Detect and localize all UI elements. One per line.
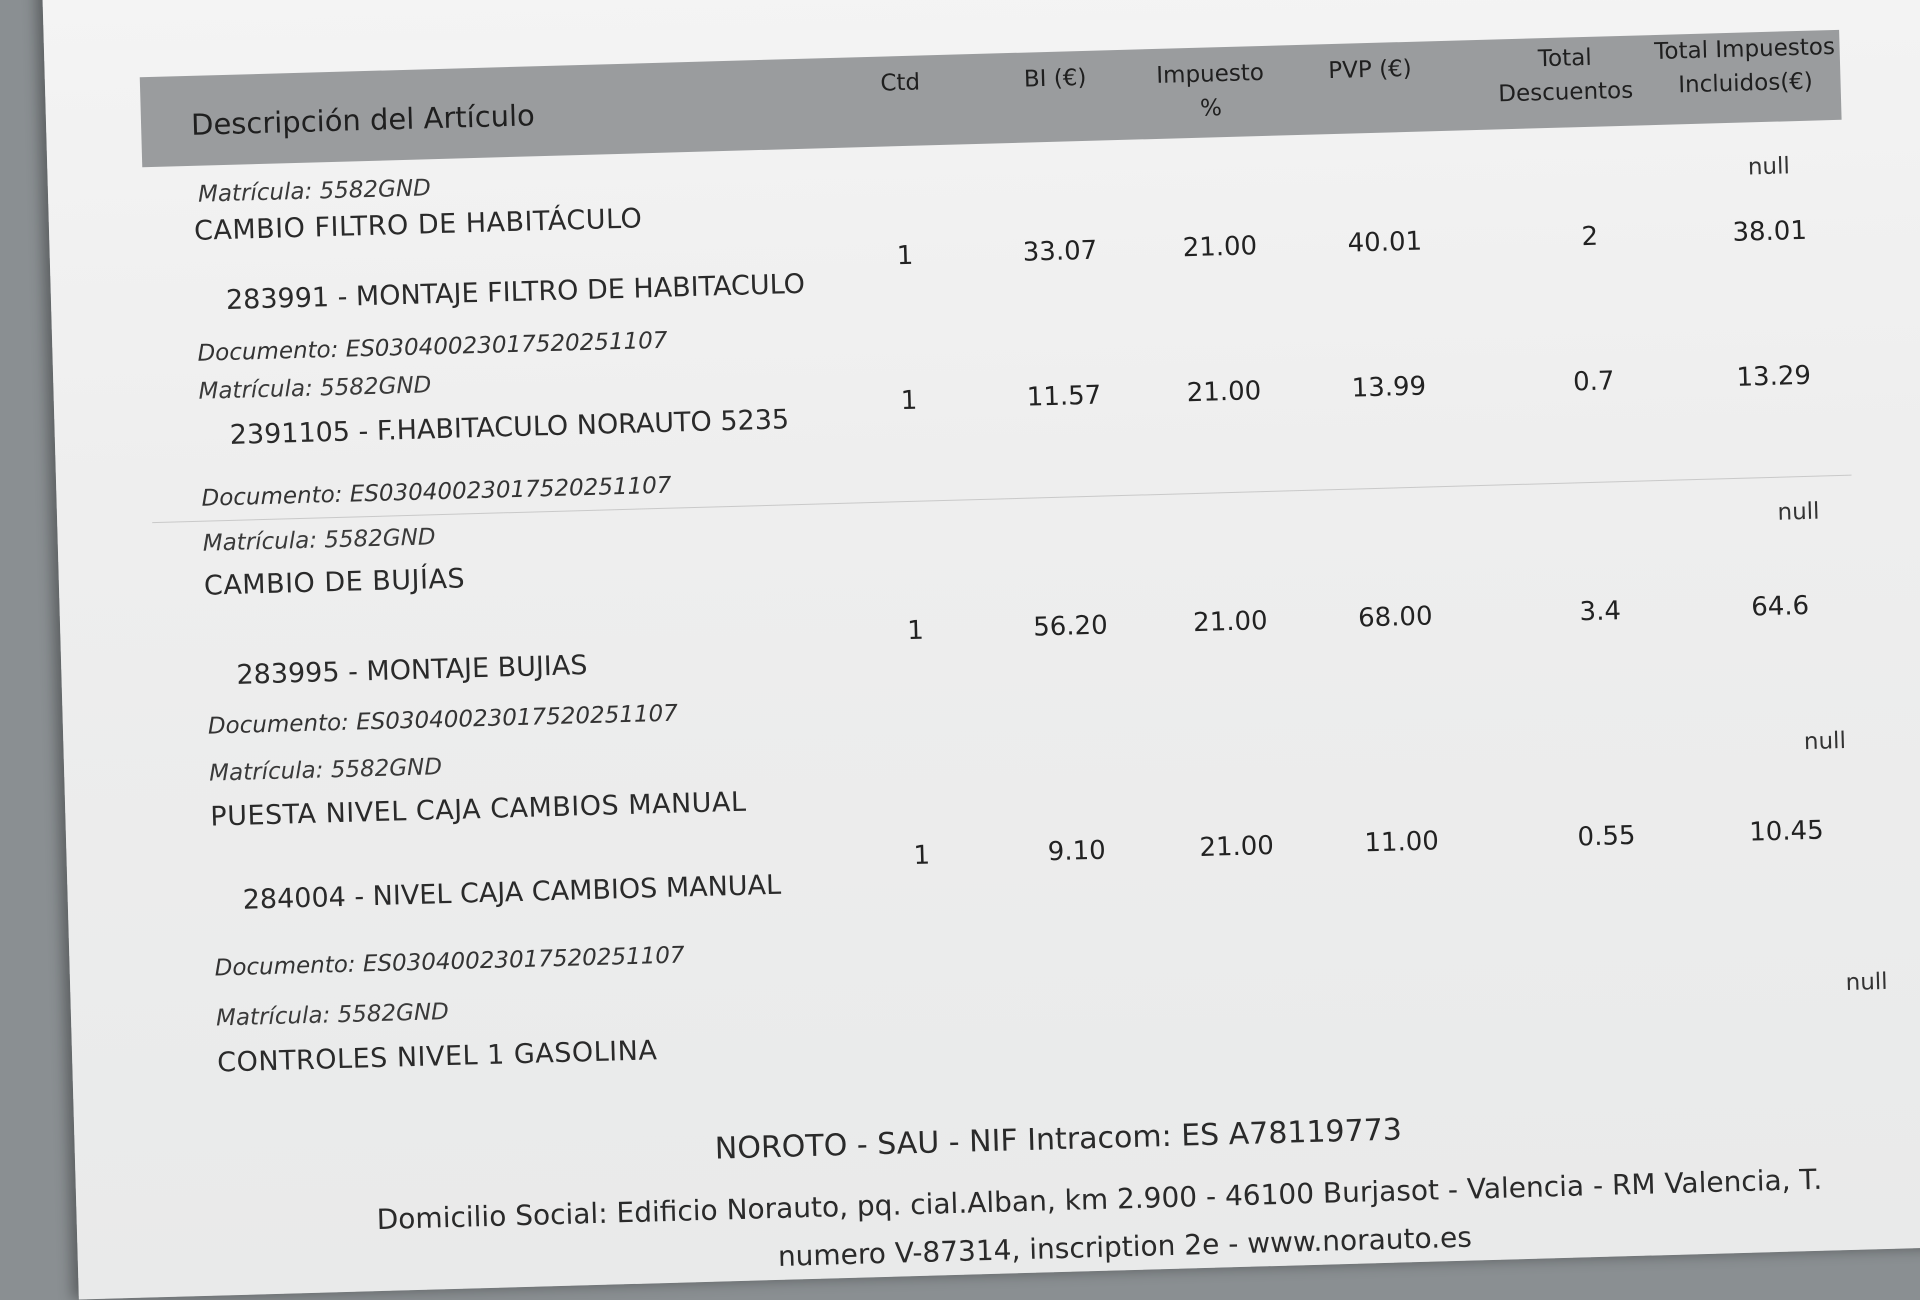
row-ctd: 1: [906, 615, 925, 647]
row-pvp: 68.00: [1357, 601, 1433, 634]
row-descuentos: 3.4: [1579, 596, 1622, 628]
row-null: null: [1777, 498, 1820, 526]
invoice-page: [42, 0, 1920, 1299]
row-bi: 56.20: [1032, 610, 1109, 643]
row-bi: 33.07: [1022, 235, 1098, 268]
row-ctd: 1: [913, 840, 931, 872]
row-impuesto: 21.00: [1192, 606, 1269, 639]
footer-registry: numero V-87314, inscription 2e - www.norauto.es: [777, 1220, 1473, 1273]
header-total-impuestos: [1649, 30, 1841, 103]
row-null: null: [1845, 968, 1888, 997]
row-matricula: Matrícula: 5582GND: [202, 524, 436, 557]
row-matricula: Matrícula: 5582GND: [215, 999, 450, 1032]
footer-company: NOROTO - SAU - NIF Intracom: ES A78119773: [714, 1112, 1403, 1167]
header-impuestos-line2: Incluidos(€): [1677, 68, 1814, 99]
row-total: 64.6: [1750, 590, 1810, 623]
row-pvp: 11.00: [1363, 826, 1440, 859]
header-descuentos-line2: Descuentos: [1497, 77, 1634, 108]
row-ctd: 1: [896, 240, 914, 272]
row-title: PUESTA NIVEL CAJA CAMBIOS MANUAL: [210, 786, 747, 833]
row-descuentos: 0.7: [1572, 366, 1615, 398]
row-matricula: Matrícula: 5582GND: [197, 175, 432, 208]
row-title: CAMBIO DE BUJÍAS: [203, 563, 466, 602]
row-item: 283995 - MONTAJE BUJIAS: [236, 650, 588, 691]
row-descuentos: 2: [1581, 221, 1599, 253]
row-matricula: Matrícula: 5582GND: [198, 372, 432, 405]
row-descuentos: 0.55: [1577, 820, 1636, 853]
row-pvp: 40.01: [1347, 226, 1423, 259]
row-pvp: 13.99: [1351, 371, 1427, 404]
header-impuesto: [1140, 55, 1282, 127]
header-impuesto-line2: %: [1199, 95, 1223, 122]
header-bi: BI (€): [1023, 64, 1087, 93]
header-pvp: PVP (€): [1327, 55, 1413, 85]
table-header: [140, 30, 1842, 167]
row-title: CAMBIO FILTRO DE HABITÁCULO: [193, 203, 643, 247]
row-null: null: [1747, 153, 1791, 181]
row-documento: Documento: ES03040023017520251107: [214, 942, 685, 982]
row-null: null: [1803, 727, 1847, 756]
row-impuesto: 21.00: [1182, 231, 1258, 264]
row-total: 38.01: [1732, 215, 1808, 248]
row-ctd: 1: [900, 385, 918, 417]
row-documento: Documento: ES03040023017520251107: [207, 700, 679, 740]
row-item: 283991 - MONTAJE FILTRO DE HABITACULO: [225, 268, 806, 316]
row-documento: Documento: ES0304002301752025110​7: [197, 327, 668, 367]
header-total-descuentos: [1484, 39, 1646, 111]
row-impuesto: 21.00: [1199, 830, 1275, 864]
row-documento: Documento: ES03040023017520251107: [201, 472, 672, 512]
header-descripcion: Descripción del Artículo: [190, 98, 536, 142]
row-item: 284004 - NIVEL CAJA CAMBIOS MANUAL: [242, 869, 782, 916]
row-item: 2391105 - F.HABITACULO NORAUTO 5235: [229, 404, 790, 451]
header-descuentos-line1: Total: [1537, 44, 1592, 73]
header-impuestos-line1: Total Impuestos: [1653, 33, 1836, 66]
row-bi: 11.57: [1026, 380, 1102, 413]
row-title: CONTROLES NIVEL 1 GASOLINA: [216, 1035, 658, 1079]
row-impuesto: 21.00: [1186, 376, 1262, 409]
row-total: 13.29: [1736, 360, 1812, 393]
row-bi: 9.10: [1047, 835, 1107, 868]
row-matricula: Matrícula: 5582GND: [208, 754, 443, 787]
header-ctd: Ctd: [880, 69, 921, 97]
header-impuesto-line1: Impuesto: [1155, 59, 1265, 89]
footer-address: Domicilio Social: Edificio Norauto, pq. cial.Alban, km 2.900 - 46100 Burjasot - Valencia - RM Valencia, T.: [376, 1162, 1823, 1237]
row-total: 10.45: [1748, 815, 1825, 848]
